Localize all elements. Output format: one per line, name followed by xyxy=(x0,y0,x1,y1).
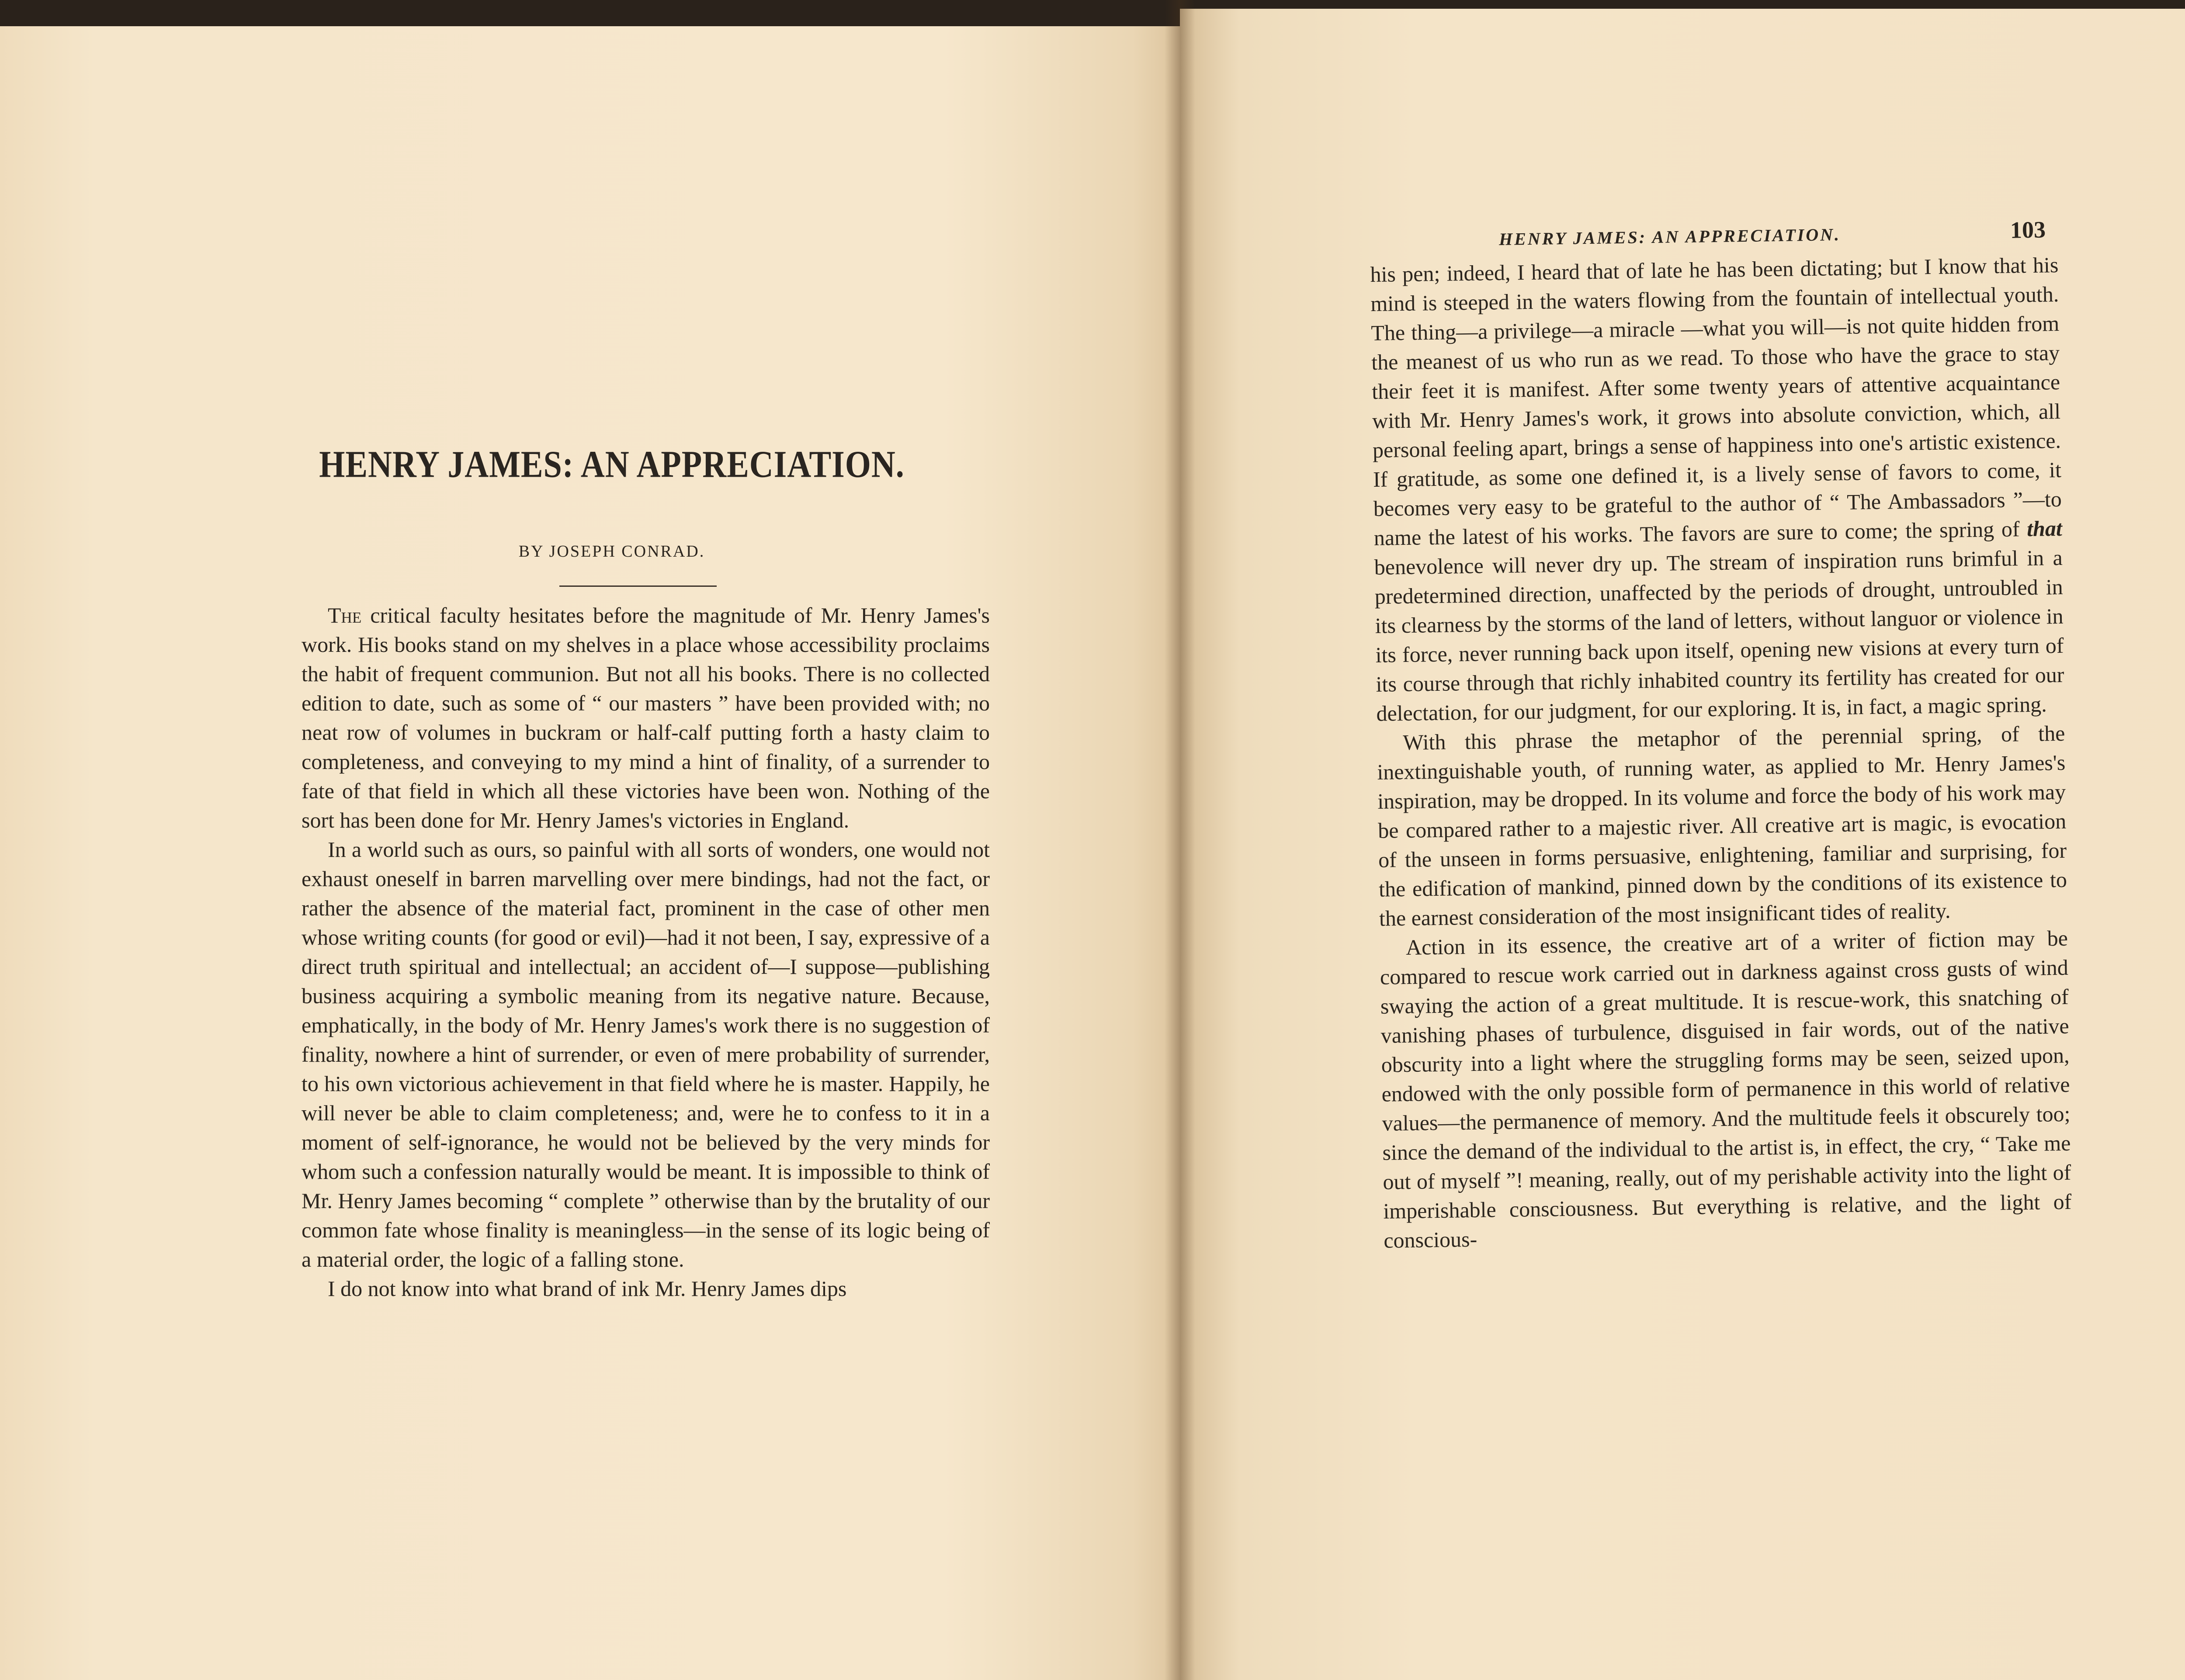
page-number: 103 xyxy=(2010,216,2046,243)
paragraph-1 xyxy=(302,601,990,835)
drop-word: The xyxy=(328,603,362,627)
left-text-block xyxy=(302,601,990,1303)
paragraph-continued-a: his pen; indeed, I heard that of late he has been dictating; but I know that his mind is steeped in the waters flowing from the fountain of intellectual youth. The thing—a privilege—a miracle —what you will—is not quite hidden from the meanest of us who run as we read. To those who have the grace to stay their feet it is manifest. After some twenty years of attentive acquaintance with Mr. Henry James's work, it grows into absolute conviction, which, all personal feeling apart, brings a sense of happiness into one's artistic existence. If gratitude, as some one defined it, is a lively sense of favors to come, it becomes very easy to be grateful to the author of “ The Ambassadors ”—to name the latest of his works. The favors are sure to come; the spring of xyxy=(1370,253,2062,550)
byline: BY JOSEPH CONRAD. xyxy=(518,542,705,561)
paragraph-continued xyxy=(1370,250,2065,728)
emphasis-that: that xyxy=(2026,516,2063,541)
article-title: HENRY JAMES: AN APPRECIATION. xyxy=(319,443,905,486)
title-rule xyxy=(559,585,717,587)
paragraph-continued-b: benevolence will never dry up. The stream of inspiration runs brimful in a predetermined direction, unaffected by the periods of drought, untroubled in its clearness by the storms of the land of letters, without languor or violence in its force, never running back upon itself, opening new visions at every turn of its course through that richly inhabited country its fertility has created for our delectation, for our judgment, for our exploring. It is, in fact, a magic spring. xyxy=(1374,545,2064,726)
paragraph-river: With this phrase the metaphor of the perennial spring, of the inextinguishable youth, of running water, as applied to Mr. Henry James's inspiration, may be dropped. In its volume and force the body of his work may be compared rather to a majestic river. All creative art is magic, is evocation of the unseen in forms persuasive, enlightening, familiar and surprising, for the edification of mankind, pinned down by the conditions of its existence to the earnest consideration of the most insignificant tides of reality. xyxy=(1377,720,2067,931)
paragraph-1-text: critical faculty hesitates before the magnitude of Mr. Henry James's work. His books stand on my shelves in a place whose accessibility proclaims the habit of frequent communion. But not all his books. There is no collected edition to date, such as some of “ our masters ” have been provided with; no neat row of volumes in buckram or half-calf putting forth a hasty claim to completeness, and conveying to my mind a hint of finality, of a surrender to fate of that field in which all these victories have been won. Nothing of the sort has been done for Mr. Henry James's victories in England. xyxy=(302,603,990,832)
right-page xyxy=(1180,9,2185,1680)
paragraph-3: I do not know into what brand of ink Mr. Henry James dips xyxy=(328,1276,847,1301)
left-page xyxy=(0,26,1180,1680)
paragraph-rescue: Action in its essence, the creative art of a writer of fiction may be compared to rescue work carried out in darkness against cross gusts of wind swaying the action of a great multitude. It is rescue-work, this snatching of vanishing phases of turbulence, disguised in fair words, out of the native obscurity into a light where the struggling forms may be seen, seized upon, endowed with the only possible form of permanence in this world of relative values—the permanence of memory. And the multitude feels it obscurely too; since the demand of the individual to the artist is, in effect, the cry, “ Take me out of myself ”! meaning, really, out of my perishable activity into the light of imperishable consciousness. But everything is relative, and the light of conscious- xyxy=(1380,925,2072,1253)
paragraph-2: In a world such as ours, so painful with all sorts of wonders, one would not exhaust oneself in barren marvelling over mere bindings, had not the fact, or rather the absence of the material fact, prominent in the case of other men whose writing counts (for good or evil)—had it not been, I say, expressive of a direct truth spiritual and intellectual; an accident of—I suppose—publishing business acquiring a symbolic meaning from its negative nature. Because, emphatically, in the body of Mr. Henry James's work there is no suggestion of finality, nowhere a hint of surrender, or even of mere probability of surrender, to his own victorious achievement in that field where he is master. Happily, he will never be able to claim completeness; and, were he to confess to it in a moment of self-ignorance, he would not be believed by the very minds for whom such a confession naturally would be meant. It is impossible to think of Mr. Henry James becoming “ complete ” otherwise than by the brutality of our common fate whose finality is meaningless—in the sense of its logic being of a material order, the logic of a falling stone. xyxy=(302,837,990,1271)
running-head: HENRY JAMES: AN APPRECIATION. xyxy=(1498,224,1841,249)
right-text-block xyxy=(1370,250,2072,1255)
